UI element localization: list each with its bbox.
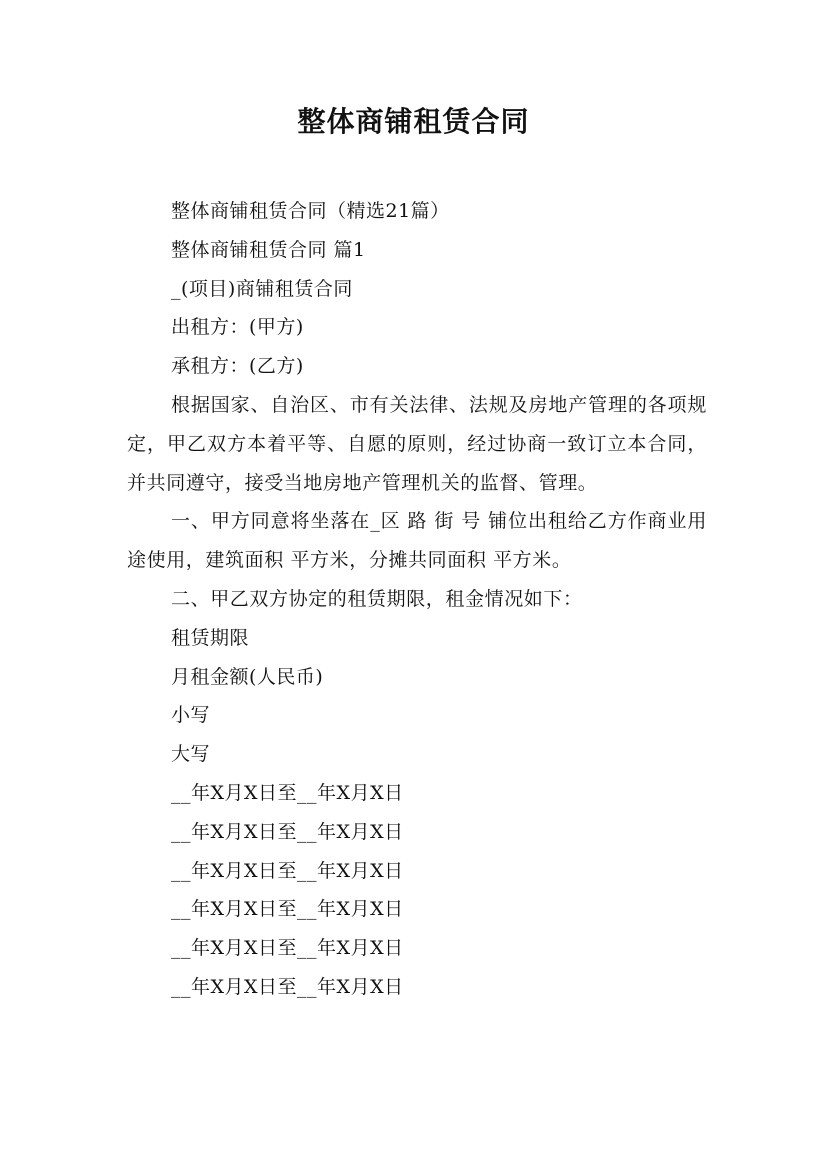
contract-name-line: _(项目)商铺租赁合同: [171, 277, 353, 300]
date-range-row: __年X月X日至__年X月X日: [171, 898, 404, 921]
label-uppercase-amount: 大写: [171, 743, 211, 766]
date-range-row: __年X月X日至__年X月X日: [171, 975, 404, 998]
label-monthly-rent: 月租金额(人民币): [171, 665, 324, 688]
section-heading: 整体商铺租赁合同 篇1: [171, 238, 366, 261]
lessee-line: 承租方：(乙方): [171, 355, 304, 378]
preamble-paragraph: 根据国家、自治区、市有关法律、法规及房地产管理的各项规定，甲乙双方本着平等、自愿的原则，经过协商一致订立本合同，并共同遵守，接受当地房地产管理机关的监督、管理。: [127, 393, 707, 494]
date-range-row: __年X月X日至__年X月X日: [171, 781, 404, 804]
label-lowercase-amount: 小写: [171, 704, 211, 727]
date-range-row: __年X月X日至__年X月X日: [171, 820, 404, 843]
clause-1-paragraph: 一、甲方同意将坐落在_区 路 街 号 铺位出租给乙方作商业用途使用，建筑面积 平方米，分摊共同面积 平方米。: [127, 510, 707, 572]
date-range-row: __年X月X日至__年X月X日: [171, 937, 404, 960]
lessor-line: 出租方：(甲方): [171, 316, 304, 339]
label-lease-term: 租赁期限: [171, 626, 250, 649]
document-title: 整体商铺租赁合同: [297, 105, 530, 138]
date-range-row: __年X月X日至__年X月X日: [171, 859, 404, 882]
clause-2-paragraph: 二、甲乙双方协定的租赁期限，租金情况如下：: [171, 587, 583, 610]
subtitle-line: 整体商铺租赁合同（精选21篇）: [171, 200, 450, 222]
document-body: [127, 192, 707, 1007]
